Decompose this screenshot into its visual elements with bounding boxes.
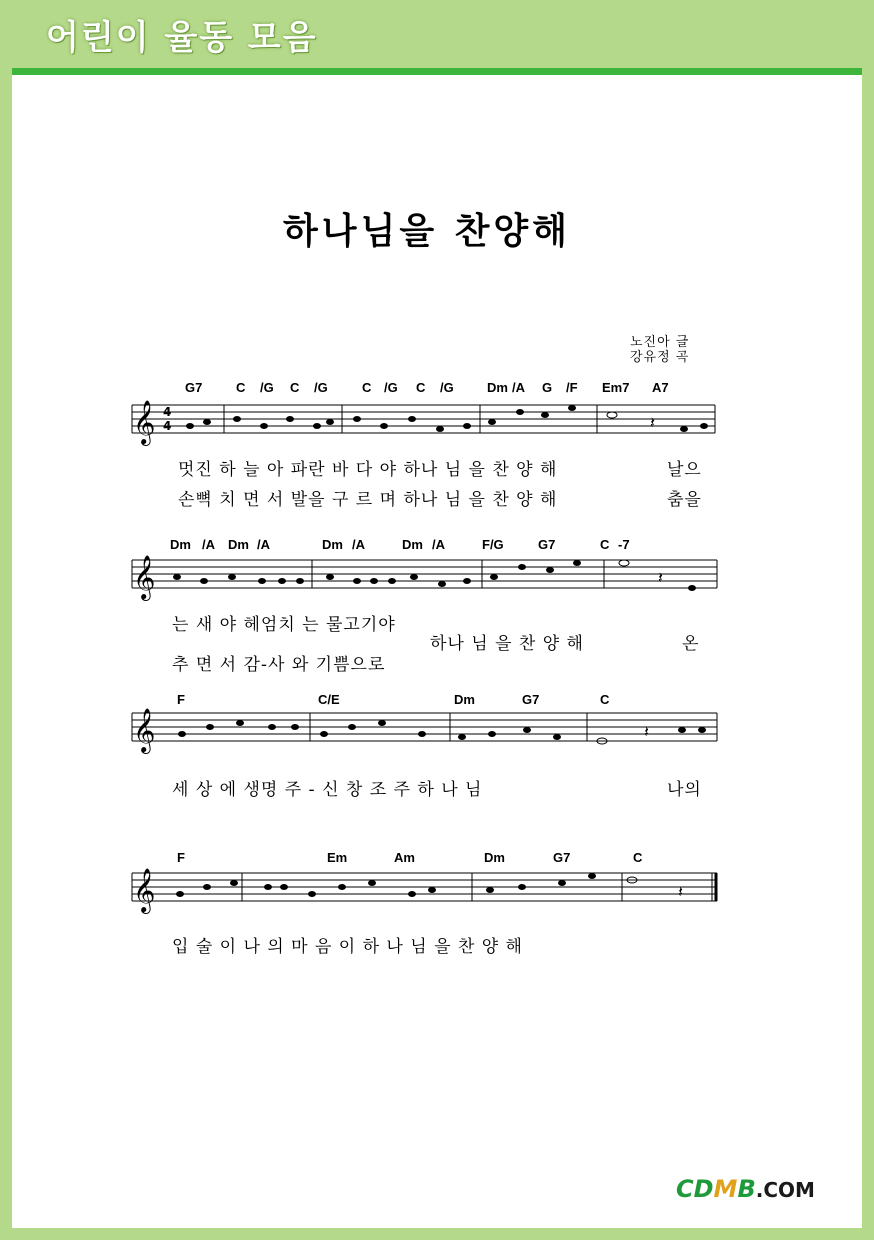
chord-symbol: C: [290, 380, 300, 395]
treble-clef-icon: 𝄞: [133, 400, 156, 444]
chord-symbol: Dm: [322, 537, 343, 552]
lyric-tail: 나의: [667, 780, 702, 800]
lyric-line: 입 술 이 나 의 마 음 이 하 나 님 을 찬 양 해: [172, 937, 523, 957]
chord-symbol: /G: [260, 380, 274, 395]
chord-symbol: Dm: [487, 380, 508, 395]
chord-symbol: G7: [553, 850, 571, 865]
chord-symbol: F: [177, 692, 185, 707]
chord-symbol: C: [600, 537, 610, 552]
chord-symbol: G7: [522, 692, 540, 707]
lyric-tail: 춤을: [667, 490, 702, 510]
sheet-music-page: [12, 75, 862, 1228]
chord-symbol: Dm: [402, 537, 423, 552]
lyric-tail: 날으: [667, 460, 702, 480]
chord-symbol: Dm: [454, 692, 475, 707]
chord-symbol: C/E: [318, 692, 340, 707]
staff-system-1: [132, 405, 715, 433]
chord-symbol: /G: [384, 380, 398, 395]
chord-symbol: C: [416, 380, 426, 395]
treble-clef-icon: 𝄞: [133, 708, 156, 752]
lyric-verse-2: 손뼉 치 면 서 발을 구 르 며 하나 님 을 찬 양 해: [178, 490, 558, 510]
chord-symbol: C: [362, 380, 372, 395]
chord-symbol: Dm: [484, 850, 505, 865]
chord-symbol: /A: [432, 537, 445, 552]
chord-symbol: /G: [440, 380, 454, 395]
quarter-rest-icon: 𝄽: [644, 722, 649, 741]
chord-symbol: F: [177, 850, 185, 865]
chord-symbol: C: [600, 692, 610, 707]
header-title: 어린이 율동 모음: [46, 18, 318, 58]
chord-symbol: F/G: [482, 537, 504, 552]
lyric-line: 세 상 에 생명 주 - 신 창 조 주 하 나 님: [172, 780, 483, 800]
lyric-verse-2: 추 면 서 감-사 와 기쁨으로: [172, 655, 386, 675]
chord-symbol: /A: [257, 537, 270, 552]
lyric-verse-1: 는 새 야 헤엄치 는 물고기야: [172, 615, 396, 635]
chord-symbol: /A: [512, 380, 525, 395]
chord-symbol: Dm: [170, 537, 191, 552]
lyric-tail: 온: [682, 634, 700, 654]
treble-clef-icon: 𝄞: [133, 555, 156, 599]
quarter-rest-icon: 𝄽: [678, 882, 683, 901]
chord-symbol: /F: [566, 380, 578, 395]
staff-system-2: [132, 560, 717, 588]
time-signature-bottom: 4: [163, 419, 172, 433]
time-signature-top: 4: [163, 405, 172, 419]
lyric-shared: 하나 님 을 찬 양 해: [430, 634, 584, 654]
chord-symbol: A7: [652, 380, 669, 395]
cdmb-logo[interactable]: CDMB.COM: [676, 1175, 815, 1203]
chord-symbol: C: [236, 380, 246, 395]
composer-credit: 강유정 곡: [630, 350, 690, 365]
chord-symbol: G7: [538, 537, 556, 552]
lyric-verse-1: 멋진 하 늘 아 파란 바 다 야 하나 님 을 찬 양 해: [178, 460, 558, 480]
staff-system-3: [132, 713, 717, 741]
header-divider: [12, 68, 862, 75]
chord-symbol: C: [633, 850, 643, 865]
treble-clef-icon: 𝄞: [133, 868, 156, 912]
chord-symbol: G: [542, 380, 553, 395]
chord-symbol: G7: [185, 380, 203, 395]
chord-symbol: Em: [327, 850, 348, 865]
chord-symbol: Em7: [602, 380, 630, 395]
quarter-rest-icon: 𝄽: [658, 568, 663, 587]
song-title: 하나님을 찬양해: [283, 211, 571, 252]
chord-symbol: Dm: [228, 537, 249, 552]
lyricist-credit: 노진아 글: [630, 335, 690, 350]
chord-symbol: Am: [394, 850, 415, 865]
chord-symbol: -7: [618, 537, 630, 552]
chord-symbol: /A: [202, 537, 215, 552]
quarter-rest-icon: 𝄽: [650, 413, 655, 432]
chord-symbol: /G: [314, 380, 328, 395]
chord-symbol: /A: [352, 537, 365, 552]
